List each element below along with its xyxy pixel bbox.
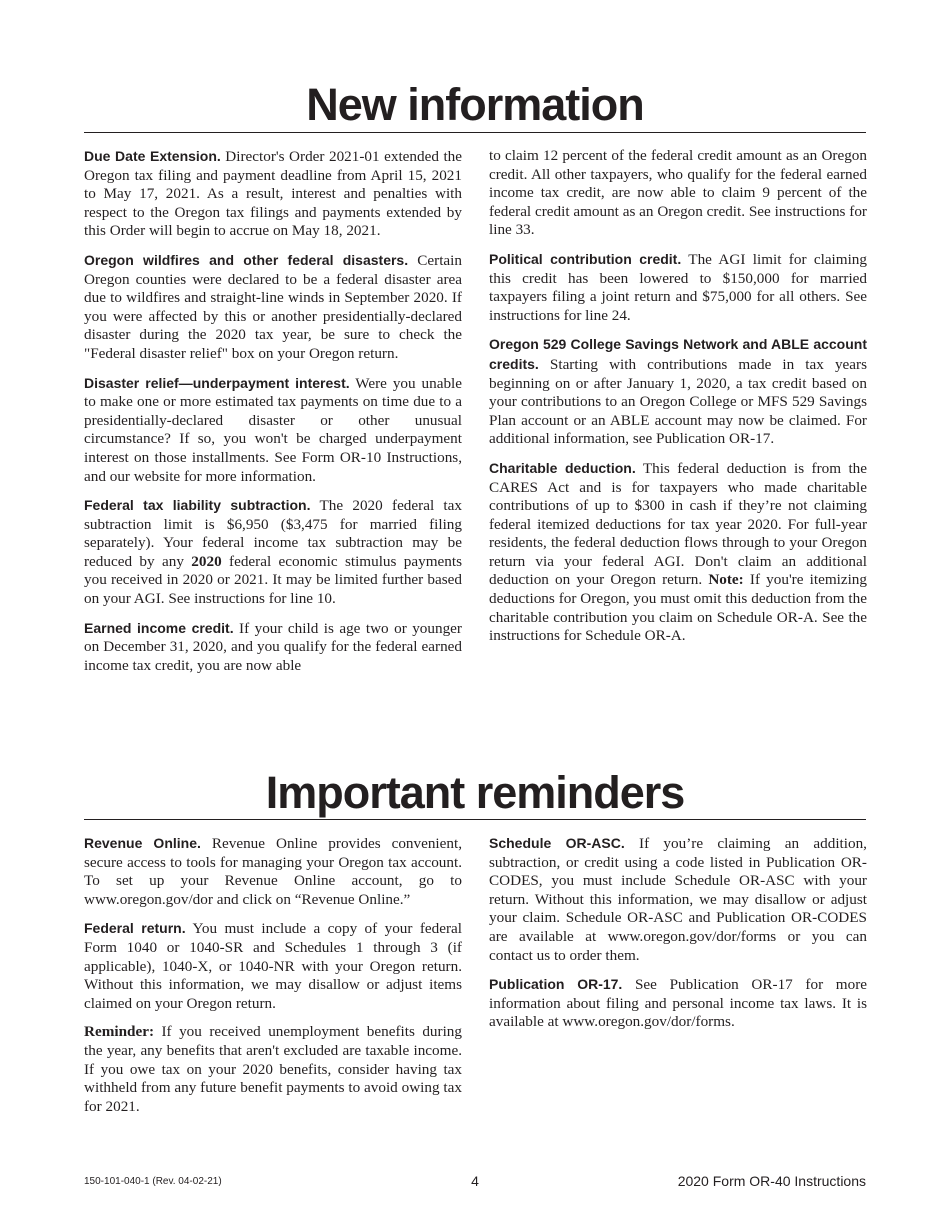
paragraph-text: If you're itemizing deductions for Oregon, you must omit this deduction from the charitable contribution you claim on Schedule OR-A. See the instructions for Schedule OR-A.: [489, 571, 867, 645]
paragraph-text: If you received unemployment benefits during the year, any benefits that aren't excluded are taxable income. If you owe tax on your 2020 benefits, consider having tax withheld from any future benefit payments to avoid owing tax for 2021.: [84, 1023, 462, 1115]
earned-income-credit-paragraph: [84, 619, 462, 676]
federal-return-paragraph: [84, 919, 462, 1013]
disaster-relief-paragraph: [84, 374, 462, 487]
paragraph-text: If you’re claiming an addition, subtraction, or credit using a code listed in Publication OR-CODES, you must include Schedule OR-ASC with your return. Without this information, we may disallow or adjust your claim. Schedule OR-ASC and Publication OR-CODES are available at www.oregon.gov/dor/forms or you can contact us to order them.: [489, 835, 867, 964]
document-title: 2020 Form OR-40 Instructions: [677, 1173, 866, 1189]
paragraph-lead: Disaster relief—underpayment interest.: [84, 374, 350, 391]
paragraph-lead: Political contribution credit.: [489, 250, 682, 267]
paragraph-text: Were you unable to make one or more estimated tax payments on time due to a presidentially-declared disaster or other unusual circumstance? If so, you won't be charged underpayment interest on those installments. See Form OR-10 Instructions, and our website for more information.: [84, 374, 462, 485]
paragraph-text: federal economic stimulus payments you received in 2020 or 2021. It may be limited further based on your AGI. See instructions for line 10.: [84, 552, 462, 608]
paragraph-text: Starting with contributions made in tax years beginning on or after January 1, 2020, a tax credit based on your contributions to an Oregon College or MFS 529 Savings Plan account or an ABLE account may now be claimed. For additional information, see Publication OR-17.: [489, 355, 867, 448]
title-divider: [84, 819, 866, 820]
page-number: 4: [471, 1173, 479, 1189]
new-info-left-column: [84, 147, 462, 685]
paragraph-lead: Earned income credit.: [84, 619, 234, 636]
new-info-right-column: [489, 147, 867, 656]
paragraph-lead: Reminder:: [84, 1023, 155, 1041]
paragraph-text: The 2020 federal tax subtraction limit is $6,950 ($3,475 for married filing separately). Your federal income tax subtraction may be reduced by any: [84, 497, 462, 570]
page-footer: [84, 1172, 866, 1192]
new-information-title: New information: [306, 79, 644, 130]
paragraph-text: See Publication OR-17 for more information about filing and personal income tax laws. It is available at www.oregon.gov/dor/forms.: [489, 976, 867, 1031]
schedule-or-asc-paragraph: [489, 834, 867, 965]
paragraph-lead: Revenue Online.: [84, 835, 201, 851]
title-divider: [84, 132, 866, 133]
paragraph-text: Director's Order 2021-01 extended the Oregon tax filing and payment deadline from April 15, 2021 to May 17, 2021. As a result, interest and penalties with respect to the Oregon tax filings and payments extended by this Order will begin to accrue on May 18, 2021.: [84, 148, 462, 240]
paragraph-lead: Charitable deduction.: [489, 459, 636, 476]
important-reminders-title: Important reminders: [265, 767, 685, 818]
paragraph-text: to claim 12 percent of the federal credit amount as an Oregon credit. All other taxpayers, who qualify for the federal earned income tax credit, are now able to claim 9 percent of the federal credit amount as an Oregon credit. See instructions for line 33.: [489, 147, 867, 239]
wildfires-paragraph: [84, 251, 462, 364]
paragraph-lead: Federal tax liability subtraction.: [84, 497, 311, 514]
paragraph-text: You must include a copy of your federal Form 1040 or 1040-SR and Schedules 1 through 3 (if applicable), 1040-X, or 1040-NR with your Oregon return. Without this information, we may disallow or adjust items claimed on your Oregon return.: [84, 920, 462, 1012]
political-contribution-paragraph: [489, 250, 867, 325]
paragraph-lead: Schedule OR-ASC.: [489, 835, 625, 851]
bold-year: 2020: [191, 552, 222, 570]
note-label: Note:: [708, 571, 744, 589]
reminders-right-column: [489, 834, 867, 1042]
federal-tax-liability-paragraph: [84, 496, 462, 609]
reminder-paragraph: [84, 1023, 462, 1116]
reminders-left-column: [84, 834, 462, 1126]
paragraph-text: If your child is age two or younger on December 31, 2020, and you qualify for the federal earned income tax credit, you are now able: [84, 619, 462, 674]
paragraph-text: The AGI limit for claiming this credit has been lowered to $150,000 for married taxpayers filing a joint return and $75,000 for all others. See instructions for line 24.: [489, 250, 867, 324]
paragraph-text: This federal deduction is from the CARES Act and is for taxpayers who made charitable contributions of up to $300 in cash if they’re not claiming federal itemized deductions for tax year 2020. For full-year residents, the federal deduction flows through to your Oregon return via your federal AGI. Don't claim an additional deduction on your Oregon return.: [489, 459, 867, 589]
paragraph-text: Revenue Online provides convenient, secure access to tools for managing your Oregon tax account. To set up your Revenue Online account, go to www.oregon.gov/dor and click on “Revenue Online.”: [84, 835, 463, 908]
form-code: 150-101-040-1 (Rev. 04-02-21): [84, 1176, 222, 1187]
charitable-deduction-paragraph: [489, 459, 867, 646]
oregon-529-paragraph: [489, 335, 867, 449]
earned-income-credit-continued: [489, 147, 867, 240]
paragraph-lead: Due Date Extension.: [84, 148, 221, 164]
paragraph-lead: Federal return.: [84, 920, 186, 937]
revenue-online-paragraph: [84, 834, 462, 909]
publication-or17-paragraph: [489, 975, 867, 1032]
paragraph-lead: Oregon wildfires and other federal disasters.: [84, 251, 409, 268]
paragraph-text: Certain Oregon counties were declared to be a federal disaster area due to wildfires and straight-line winds in September 2020. If you were affected by this or another presidentially-declared disaster during the 2020 tax year, be sure to check the "Federal disaster relief" box on your Oregon return.: [84, 251, 462, 362]
paragraph-lead: Publication OR-17.: [489, 976, 623, 993]
paragraph-lead: Oregon 529 College Savings Network and ABLE account credits.: [489, 336, 867, 372]
due-date-extension-paragraph: [84, 147, 462, 241]
